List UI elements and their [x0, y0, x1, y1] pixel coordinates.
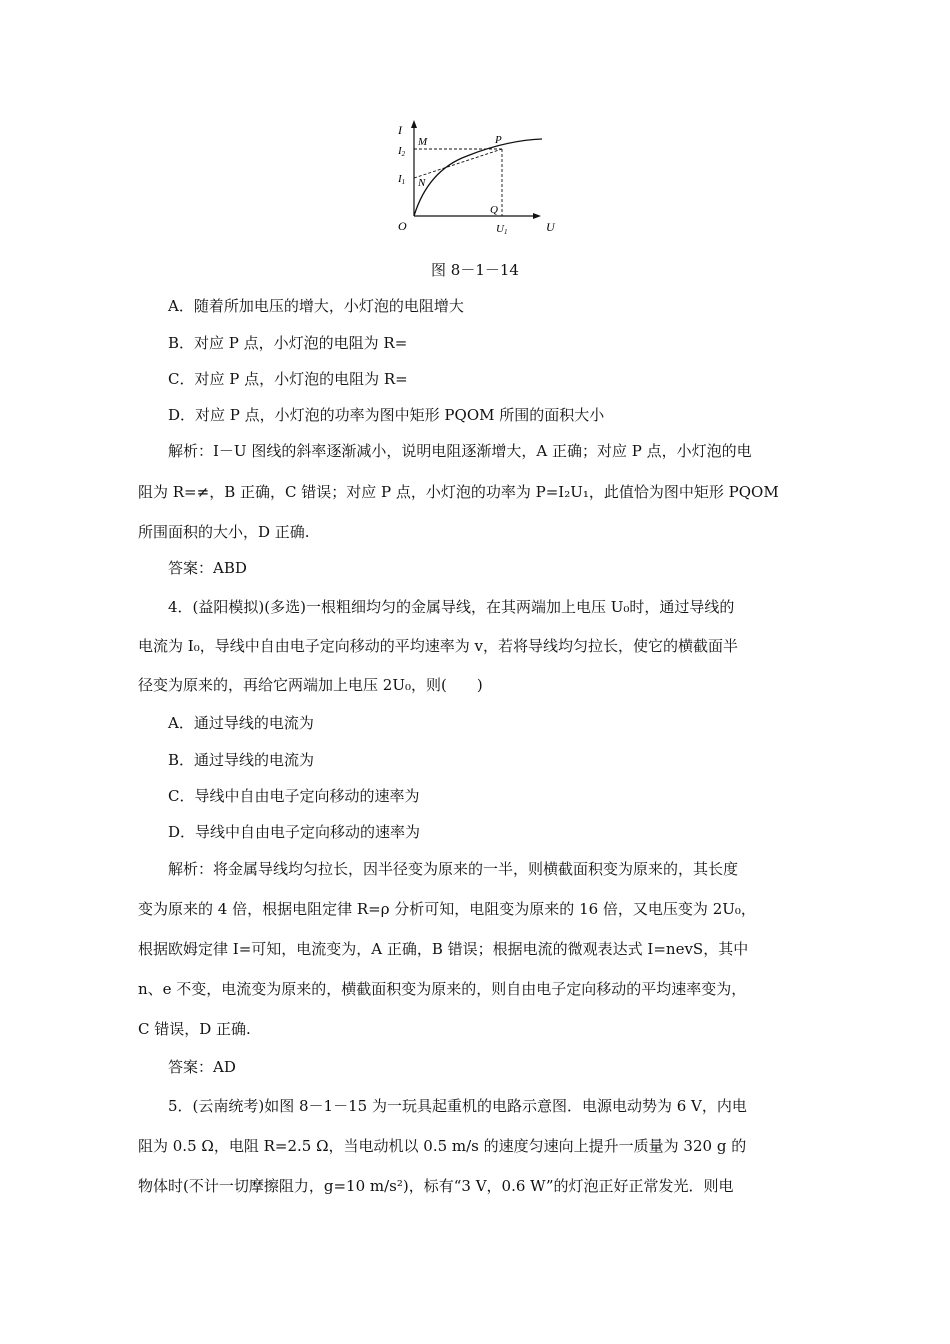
analysis-line: 变为原来的 4 倍，根据电阻定律 R=ρ 分析可知，电阻变为原来的 16 倍，又电压变为 2U₀，: [138, 900, 756, 918]
question-4-line: 径变为原来的，再给它两端加上电压 2U₀，则( ): [138, 676, 483, 694]
analysis-line: 根据欧姆定律 I=可知，电流变为，A 正确，B 错误；根据电流的微观表达式 I=nevS，其中: [138, 940, 749, 958]
analysis-line: 所围面积的大小，D 正确.: [138, 523, 310, 541]
figure-caption: 图 8－1－14: [431, 261, 519, 279]
analysis-line: 解析：I－U 图线的斜率逐渐减小，说明电阻逐渐增大，A 正确；对应 P 点，小灯泡的电: [168, 442, 752, 460]
u-axis-label: U: [546, 220, 555, 234]
u1-label: U1: [496, 223, 508, 236]
question-5-line: 5．(云南统考)如图 8－1－15 为一玩具起重机的电路示意图．电源电动势为 6 V，内电: [168, 1097, 747, 1115]
question-4-line: 4．(益阳模拟)(多选)一根粗细均匀的金属导线，在其两端加上电压 U₀时，通过导线的: [168, 598, 735, 616]
origin-label: O: [398, 219, 407, 233]
option-c-line: C．导线中自由电子定向移动的速率为: [168, 787, 420, 805]
u-axis-arrow: [533, 213, 541, 219]
m-label: M: [418, 136, 428, 148]
n-label: N: [418, 177, 426, 189]
i1-label: I1: [398, 173, 406, 186]
analysis-line: 解析：将金属导线均匀拉长，因半径变为原来的一半，则横截面积变为原来的，其长度: [168, 860, 739, 878]
i-axis-arrow: [411, 120, 417, 128]
iu-curve: [414, 139, 542, 216]
i-axis-label: I: [398, 123, 402, 137]
option-b-line: B．通过导线的电流为: [168, 751, 315, 769]
option-a-line: A．通过导线的电流为: [168, 714, 314, 732]
option-d-line: D．导线中自由电子定向移动的速率为: [168, 823, 421, 841]
i2-label: I2: [398, 145, 406, 158]
p-label: P: [495, 134, 502, 146]
answer-line: 答案：AD: [168, 1058, 236, 1076]
answer-line: 答案：ABD: [168, 559, 247, 577]
iu-graph: [392, 112, 572, 242]
option-d-line: D．对应 P 点，小灯泡的功率为图中矩形 PQOM 所围的面积大小: [168, 406, 605, 424]
question-4-line: 电流为 I₀，导线中自由电子定向移动的平均速率为 v，若将导线均匀拉长，使它的横截面半: [138, 637, 738, 655]
question-5-line: 物体时(不计一切摩擦阻力，g=10 m/s²)，标有“3 V，0.6 W”的灯泡正好正常发光．则电: [138, 1177, 734, 1195]
q-label: Q: [490, 204, 498, 216]
question-5-line: 阻为 0.5 Ω，电阻 R=2.5 Ω，当电动机以 0.5 m/s 的速度匀速向上提升一质量为 320 g 的: [138, 1137, 747, 1155]
analysis-line: C 错误，D 正确.: [138, 1020, 251, 1038]
option-c-line: C．对应 P 点，小灯泡的电阻为 R=: [168, 370, 408, 388]
option-b-line: B．对应 P 点，小灯泡的电阻为 R=: [168, 334, 408, 352]
analysis-line: 阻为 R=≠，B 正确，C 错误；对应 P 点，小灯泡的功率为 P=I₂U₁，此值恰为图中矩形 PQOM: [138, 483, 779, 501]
option-a-line: A．随着所加电压的增大，小灯泡的电阻增大: [168, 297, 464, 315]
dashed-tangent: [414, 149, 502, 178]
analysis-line: n、e 不变，电流变为原来的，横截面积变为原来的，则自由电子定向移动的平均速率变为，: [138, 980, 747, 998]
